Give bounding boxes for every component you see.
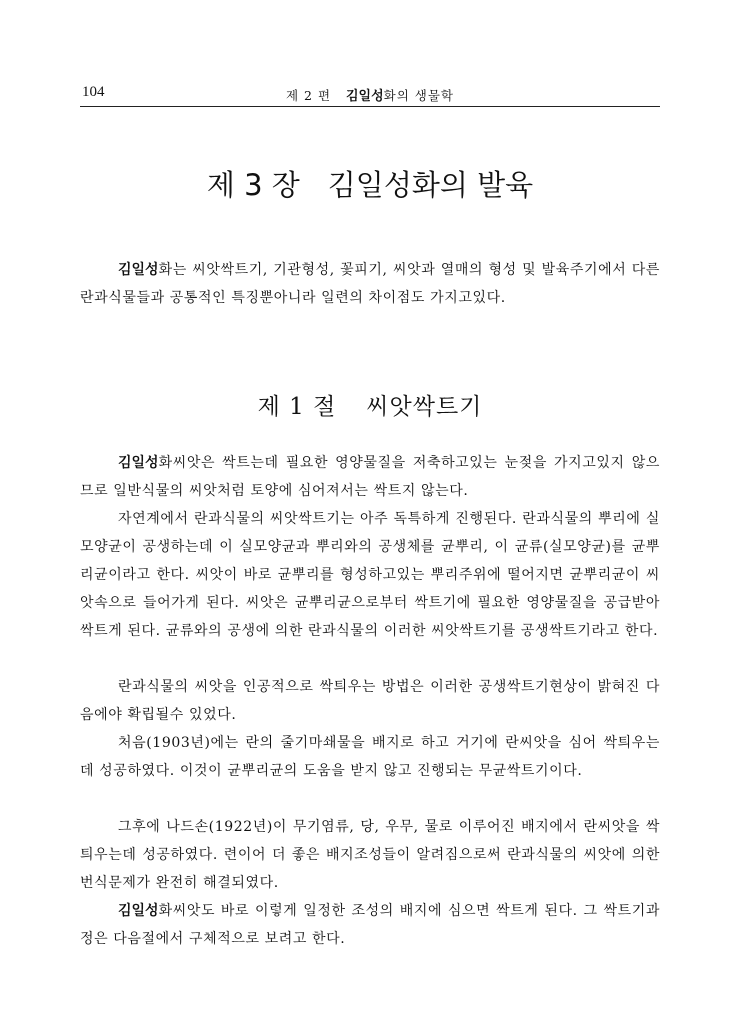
intro-paragraph (80, 256, 660, 312)
paragraph-1-lead: 김일성 (118, 455, 159, 471)
section-number: 제 1 절 (257, 394, 337, 420)
running-head-name: 김일성 (345, 89, 384, 104)
chapter-number: 제 3 장 (206, 168, 300, 202)
paragraph-1 (80, 449, 660, 505)
paragraph-5 (80, 813, 660, 897)
paragraph-3-text: 란과식물의 씨앗을 인공적으로 싹틔우는 방법은 이러한 공생싹트기현상이 밝혀진 다음에야 확립될수 있었다. (80, 679, 660, 723)
running-head (80, 85, 660, 104)
running-head-part: 제 2 편 (285, 88, 332, 103)
page-number: 104 (82, 84, 105, 100)
paragraph-1-text: 화씨앗은 싹트는데 필요한 영양물질을 저축하고있는 눈젖을 가지고있지 않으므로 일반식물의 씨앗처럼 토양에 심어져서는 싹트지 않는다. (80, 455, 660, 499)
running-head-subject: 화의 생물학 (383, 88, 455, 103)
chapter-name-rest: 화의 발육 (411, 168, 534, 202)
section-title (80, 388, 660, 421)
section-name: 씨앗싹트기 (366, 394, 483, 420)
chapter-name: 김일성 (327, 168, 412, 202)
paragraph-6-text: 화씨앗도 바로 이렇게 일정한 조성의 배지에 심으면 싹트게 된다. 그 싹트기과정은 다음절에서 구체적으로 보려고 한다. (80, 903, 660, 947)
paragraph-2 (80, 505, 660, 645)
paragraph-5-text: 그후에 나드손(1922년)이 무기염류, 당, 우무, 물로 이루어진 배지에서 란씨앗을 싹틔우는데 성공하였다. 련이어 더 좋은 배지조성들이 알려짐으로써 란과식물의 씨앗에 의한 번식문제가 완전히 해결되였다. (80, 819, 660, 891)
paragraph-2-text: 자연계에서 란과식물의 씨앗싹트기는 아주 독특하게 진행된다. 란과식물의 뿌리에 실모양균이 공생하는데 이 실모양균과 뿌리와의 공생체를 균뿌리, 이 균류(실모양균)를 균뿌리균이라고 한다. 씨앗이 바로 균뿌리를 형성하고있는 뿌리주위에 떨어지면 균뿌리균이 씨앗속으로 들어가게 된다. 씨앗은 균뿌리균으로부터 싹트기에 필요한 영양물질을 공급받아 싹트게 된다. 균류와의 공생에 의한 란과식물의 이러한 씨앗싹트기를 공생싹트기라고 한다. (80, 511, 660, 639)
paragraph-4-text: 처음(1903년)에는 란의 줄기마쇄물을 배지로 하고 거기에 란씨앗을 심어 싹틔우는데 성공하였다. 이것이 균뿌리균의 도움을 받지 않고 진행되는 무균싹트기이다. (80, 735, 660, 779)
paragraph-6-lead: 김일성 (118, 903, 159, 919)
intro-text: 화는 씨앗싹트기, 기관형성, 꽃피기, 씨앗과 열매의 형성 및 발육주기에서 다른 란과식물들과 공통적인 특징뿐아니라 일련의 차이점도 가지고있다. (80, 262, 660, 306)
intro-lead: 김일성 (118, 262, 159, 278)
paragraph-4 (80, 729, 660, 785)
page-header (80, 80, 660, 107)
paragraph-3 (80, 673, 660, 729)
chapter-title (80, 163, 660, 204)
paragraph-6 (80, 897, 660, 953)
